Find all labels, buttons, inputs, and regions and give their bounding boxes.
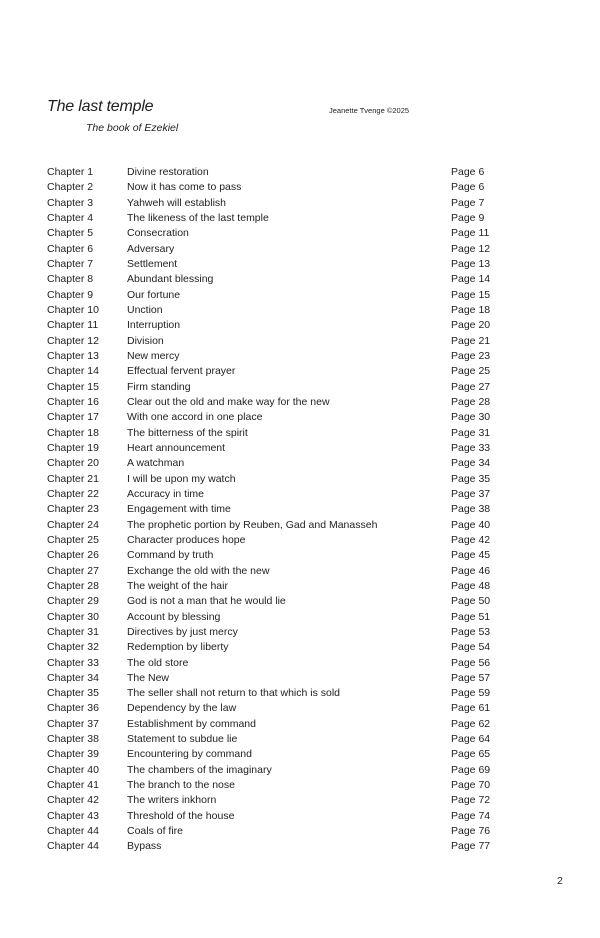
toc-row — [47, 701, 507, 716]
toc-page-reference: Page 53 — [451, 625, 491, 638]
toc-page-reference: Page 25 — [451, 365, 491, 378]
toc-chapter-title: Consecration — [127, 227, 189, 240]
toc-chapter-title: Character produces hope — [127, 533, 246, 546]
toc-chapter-title: Now it has come to pass — [127, 181, 242, 194]
toc-row — [47, 380, 507, 395]
toc-chapter-title: The prophetic portion by Reuben, Gad and Manasseh — [127, 518, 378, 531]
toc-chapter-title: Coals of fire — [127, 825, 184, 838]
toc-chapter-label: Chapter 23 — [47, 503, 99, 516]
toc-chapter-label: Chapter 40 — [47, 763, 99, 776]
toc-chapter-title: Clear out the old and make way for the new — [127, 395, 330, 408]
toc-chapter-label: Chapter 1 — [47, 166, 94, 178]
toc-row — [47, 594, 507, 609]
toc-row — [47, 564, 507, 579]
toc-row — [47, 165, 507, 180]
toc-page-reference: Page 12 — [451, 242, 491, 255]
toc-page-reference: Page 13 — [451, 257, 491, 270]
toc-row — [47, 656, 507, 671]
toc-chapter-title: The bitterness of the spirit — [127, 426, 248, 439]
toc-chapter-label: Chapter 15 — [47, 380, 99, 393]
toc-page-reference: Page 6 — [451, 181, 485, 194]
toc-chapter-label: Chapter 31 — [47, 625, 99, 638]
toc-chapter-title: Redemption by liberty — [127, 641, 229, 654]
toc-chapter-label: Chapter 36 — [47, 702, 99, 715]
toc-chapter-label: Chapter 4 — [47, 211, 94, 224]
toc-page-reference: Page 56 — [451, 656, 491, 669]
toc-page-reference: Page 30 — [451, 411, 491, 424]
toc-chapter-label: Chapter 44 — [47, 840, 99, 853]
toc-chapter-label: Chapter 19 — [47, 441, 99, 454]
toc-chapter-title: The old store — [127, 656, 189, 669]
toc-chapter-title: The chambers of the imaginary — [127, 763, 272, 776]
author-copyright: Jeanette Tvenge ©2025 — [329, 106, 410, 115]
toc-chapter-title: Divine restoration — [127, 166, 209, 178]
toc-chapter-title: Division — [127, 334, 164, 347]
toc-page-reference: Page 76 — [451, 825, 491, 838]
toc-page-reference: Page 37 — [451, 487, 491, 500]
toc-chapter-label: Chapter 39 — [47, 748, 99, 761]
toc-chapter-title: Abundant blessing — [127, 273, 214, 286]
toc-row — [47, 472, 507, 487]
toc-row — [47, 410, 507, 425]
toc-row — [47, 426, 507, 441]
toc-row — [47, 487, 507, 502]
toc-chapter-label: Chapter 18 — [47, 426, 99, 439]
toc-page-reference: Page 42 — [451, 533, 491, 546]
page-number: 2 — [557, 875, 563, 887]
toc-page-reference: Page 46 — [451, 564, 491, 577]
toc-row — [47, 717, 507, 732]
toc-row — [47, 686, 507, 701]
toc-row — [47, 809, 507, 824]
toc-page-reference: Page 23 — [451, 349, 491, 362]
toc-chapter-label: Chapter 33 — [47, 656, 99, 669]
toc-chapter-label: Chapter 41 — [47, 779, 99, 792]
toc-row — [47, 671, 507, 686]
toc-chapter-title: Yahweh will establish — [127, 196, 227, 209]
toc-page-reference: Page 14 — [451, 273, 491, 286]
toc-chapter-title: Directives by just mercy — [127, 625, 238, 638]
toc-chapter-label: Chapter 34 — [47, 671, 99, 684]
toc-page-reference: Page 51 — [451, 610, 491, 623]
toc-chapter-label: Chapter 28 — [47, 579, 99, 592]
toc-chapter-label: Chapter 14 — [47, 365, 99, 378]
toc-chapter-label: Chapter 3 — [47, 196, 94, 209]
toc-row — [47, 732, 507, 747]
toc-chapter-title: With one accord in one place — [127, 411, 263, 424]
toc-chapter-title: Threshold of the house — [127, 809, 235, 822]
toc-chapter-label: Chapter 44 — [47, 825, 99, 838]
toc-row — [47, 579, 507, 594]
toc-page-reference: Page 59 — [451, 687, 491, 700]
toc-row — [47, 349, 507, 364]
toc-chapter-title: Adversary — [127, 242, 175, 255]
toc-page-reference: Page 61 — [451, 702, 491, 715]
toc-page-reference: Page 6 — [451, 166, 485, 178]
toc-row — [47, 196, 507, 211]
toc-chapter-label: Chapter 26 — [47, 549, 99, 562]
toc-page-reference: Page 65 — [451, 748, 491, 761]
toc-chapter-label: Chapter 10 — [47, 303, 99, 316]
toc-page-reference: Page 35 — [451, 472, 491, 485]
toc-page-reference: Page 48 — [451, 579, 491, 592]
toc-page-reference: Page 70 — [451, 779, 491, 792]
toc-chapter-label: Chapter 9 — [47, 288, 94, 301]
toc-chapter-label: Chapter 13 — [47, 349, 99, 362]
toc-row — [47, 456, 507, 471]
toc-page-reference: Page 74 — [451, 809, 491, 822]
toc-row — [47, 763, 507, 778]
toc-chapter-label: Chapter 32 — [47, 641, 99, 654]
toc-chapter-label: Chapter 16 — [47, 395, 99, 408]
toc-chapter-title: Effectual fervent prayer — [127, 365, 236, 378]
toc-row — [47, 518, 507, 533]
toc-row — [47, 364, 507, 379]
document-subtitle: The book of Ezekiel — [86, 122, 179, 134]
toc-chapter-label: Chapter 5 — [47, 227, 94, 240]
toc-chapter-title: Firm standing — [127, 380, 191, 393]
toc-chapter-label: Chapter 37 — [47, 717, 99, 730]
toc-row — [47, 441, 507, 456]
table-of-contents — [47, 165, 507, 855]
toc-row — [47, 839, 507, 854]
toc-page-reference: Page 34 — [451, 457, 491, 470]
toc-chapter-title: Our fortune — [127, 288, 181, 301]
toc-row — [47, 272, 507, 287]
document-title: The last temple — [47, 98, 154, 115]
toc-chapter-label: Chapter 17 — [47, 411, 99, 424]
toc-chapter-title: Statement to subdue lie — [127, 733, 238, 746]
toc-chapter-title: The branch to the nose — [127, 779, 235, 792]
toc-page-reference: Page 9 — [451, 211, 485, 224]
toc-chapter-label: Chapter 6 — [47, 242, 94, 255]
toc-chapter-label: Chapter 35 — [47, 687, 99, 700]
toc-chapter-title: Engagement with time — [127, 503, 231, 516]
toc-chapter-label: Chapter 8 — [47, 273, 94, 286]
toc-row — [47, 226, 507, 241]
toc-chapter-title: Encountering by command — [127, 748, 252, 761]
toc-chapter-label: Chapter 38 — [47, 733, 99, 746]
toc-page-reference: Page 77 — [451, 840, 491, 853]
toc-chapter-title: Dependency by the law — [127, 702, 237, 715]
toc-chapter-label: Chapter 22 — [47, 487, 99, 500]
toc-chapter-title: God is not a man that he would lie — [127, 595, 286, 608]
toc-row — [47, 211, 507, 226]
toc-row — [47, 548, 507, 563]
toc-chapter-title: I will be upon my watch — [127, 472, 236, 485]
toc-chapter-title: The likeness of the last temple — [127, 211, 269, 224]
toc-row — [47, 778, 507, 793]
toc-page-reference: Page 38 — [451, 503, 491, 516]
toc-chapter-title: Interruption — [127, 319, 181, 332]
toc-chapter-title: Heart announcement — [127, 441, 226, 454]
toc-page-reference: Page 15 — [451, 288, 491, 301]
toc-chapter-label: Chapter 42 — [47, 794, 99, 807]
toc-chapter-title: Command by truth — [127, 549, 214, 562]
toc-row — [47, 793, 507, 808]
toc-chapter-title: Account by blessing — [127, 610, 221, 623]
toc-row — [47, 502, 507, 517]
toc-row — [47, 640, 507, 655]
toc-page-reference: Page 45 — [451, 549, 491, 562]
toc-chapter-label: Chapter 7 — [47, 257, 94, 270]
toc-chapter-label: Chapter 27 — [47, 564, 99, 577]
toc-chapter-title: Establishment by command — [127, 717, 256, 730]
toc-page-reference: Page 64 — [451, 733, 491, 746]
toc-chapter-title: The New — [127, 671, 170, 684]
toc-chapter-label: Chapter 25 — [47, 533, 99, 546]
toc-page-reference: Page 18 — [451, 303, 491, 316]
toc-page-reference: Page 31 — [451, 426, 491, 439]
toc-row — [47, 303, 507, 318]
toc-page-reference: Page 21 — [451, 334, 491, 347]
toc-chapter-label: Chapter 12 — [47, 334, 99, 347]
toc-page-reference: Page 27 — [451, 380, 491, 393]
toc-row — [47, 610, 507, 625]
toc-chapter-label: Chapter 2 — [47, 181, 94, 194]
toc-page-reference: Page 7 — [451, 196, 485, 209]
toc-page-reference: Page 40 — [451, 518, 491, 531]
toc-row — [47, 824, 507, 839]
toc-page-reference: Page 72 — [451, 794, 491, 807]
toc-page-reference: Page 28 — [451, 395, 491, 408]
toc-chapter-label: Chapter 43 — [47, 809, 99, 822]
toc-chapter-title: The writers inkhorn — [127, 794, 217, 807]
toc-chapter-title: A watchman — [127, 457, 185, 470]
toc-chapter-label: Chapter 21 — [47, 472, 99, 485]
toc-chapter-title: Accuracy in time — [127, 487, 205, 500]
toc-chapter-title: Settlement — [127, 257, 178, 270]
toc-row — [47, 747, 507, 762]
toc-row — [47, 395, 507, 410]
toc-chapter-label: Chapter 24 — [47, 518, 99, 531]
toc-chapter-title: Bypass — [127, 840, 162, 853]
toc-row — [47, 257, 507, 272]
toc-chapter-title: The weight of the hair — [127, 579, 228, 592]
toc-page-reference: Page 57 — [451, 671, 491, 684]
toc-page-reference: Page 20 — [451, 319, 491, 332]
toc-page-reference: Page 11 — [451, 227, 490, 240]
toc-page-reference: Page 33 — [451, 441, 491, 454]
toc-chapter-label: Chapter 29 — [47, 595, 99, 608]
toc-page-reference: Page 62 — [451, 717, 491, 730]
toc-chapter-label: Chapter 30 — [47, 610, 99, 623]
toc-row — [47, 625, 507, 640]
toc-chapter-label: Chapter 11 — [47, 319, 99, 332]
toc-chapter-title: The seller shall not return to that which is sold — [127, 687, 341, 700]
toc-row — [47, 533, 507, 548]
toc-row — [47, 242, 507, 257]
toc-chapter-label: Chapter 20 — [47, 457, 99, 470]
toc-row — [47, 334, 507, 349]
toc-chapter-title: New mercy — [127, 349, 180, 362]
toc-page-reference: Page 54 — [451, 641, 491, 654]
toc-chapter-title: Unction — [127, 303, 163, 316]
toc-row — [47, 318, 507, 333]
toc-page-reference: Page 50 — [451, 595, 491, 608]
toc-row — [47, 288, 507, 303]
toc-page-reference: Page 69 — [451, 763, 491, 776]
toc-row — [47, 180, 507, 195]
toc-chapter-title: Exchange the old with the new — [127, 564, 270, 577]
